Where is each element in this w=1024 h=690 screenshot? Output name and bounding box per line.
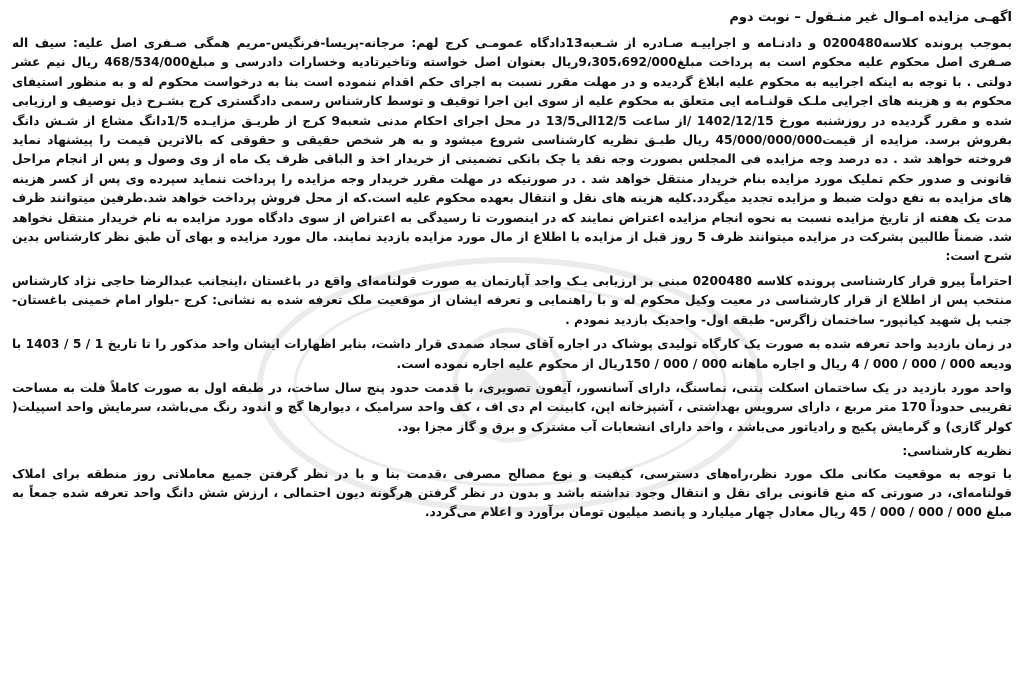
notice-paragraph-description: واحد مورد بازدید در یک ساختمان اسکلت بتنی، نماسنگ، دارای آسانسور، آیفون تصویری، با قدمت حدود پنج سال ساخت، در طبقه اول به صورت کاملاً فلت به مساحت تقریبی حدوداً 170 متر مربع ، دارای سرویس بهداشتی ، آشپزخانه اپن، کابینت ام دی اف ، کف واحد سرامیک ، دیوارها گچ و اندود رنگ می‌باشد، سرمایش واحد اسپیلت( کولر گازی) و گرمایش پکیج و رادیاتور می‌باشد ، واحد دارای انشعابات آب مشترک و برق و گاز مجزا بود. bbox=[12, 380, 1012, 434]
notice-paragraph-main: بموجب پرونده کلاسه0200480 و دادنـامه و اجراییـه صـادره از شـعبه13دادگاه عمومـی کرج لهم: مرجانه-پریسا-فرنگیس-مریم همگی صـفری اصل علیه: سیف اله صـفری اصل محکوم علیه محکوم است به پرداخت مبلغ9،305،692/000ریال بعنوان اصل خواسته وتاخیرتادیه وخسارات دادرسی و مبلغ468/534/000 ریال نیم عشر دولتی . با توجه به اینکه اجراییه به محکوم علیه ابلاغ گردیده و در مهلت مقرر نسبت به اجرای حکم اقدام ننموده است بنا به درخواست محکوم له و به منظور استیفای محکوم به و هزینه های اجرایی ملـک قولنـامه ایی متعلق به محکوم علیه از سوی این اجرا توقیف و توسط کارشناس رسمی دادگستری کرج بشـرح ذیل توصیف و ارزیابی شده و مقرر گردیده در روزشنبه مورخ 1402/12/15 /از ساعت 12/5الی13/5 در محل اجرای احکام مدنی شعبه9 کرج از طریـق مزایـده 1/5دانگ مشاع از شـش دانگ بفروش برسد. مزایده از قیمت45/000/000/000 ریال طبـق نظریه کارشناسی شروع میشود و به هر شخص حقیقی و حقوقی که بالاترین قیمت را پیشنهاد نماید فروخته خواهد شد . ده درصد وجه مزایده فی المجلس بصورت وجه نقد یا چک بانکی تضمینی از خریدار اخذ و الباقی ظرف یک ماه از وی وصول و پس از انجام مراحل قانونی و صدور حکم تملیک مورد مزایده بنام خریدار منتقل خواهد شد . در صورتیکه در مهلت مقرر خریدار وجه مزایده را پرداخت ننماید سپرده وی پس از کسر هزینه های مزایده به نفع دولت ضبط و مزایده تجدید میگردد.کلیه هزینه های نقل و انتقال بعهده محکوم علیه است.که از محل فروش پرداخت خواهد شد.طرفین میتوانند ظرف مدت یک هفته از تاریخ مزایده نسبت به نحوه انجام مزایده اعتراض نمایند که در اینصورت تا رسیدگی به اعتراض از سوی دادگاه مورد مزایده به نام خریدار منتقل نخواهد شد. ضمناً طالبین بشرکت در مزایده میتوانند ظرف 5 روز قبل از مزایده با اطلاع از مال مورد مزایده بازدید نمایند. مال مورد مزایده و بهای آن طبق نظر کارشناس بدین شرح است: bbox=[12, 36, 1013, 264]
expert-opinion-heading: نظریه کارشناسی: bbox=[902, 444, 1012, 459]
notice-title: اگهـی مزایده امـوال غیر منـقول – نوبت دوم bbox=[729, 10, 1012, 25]
expert-opinion-paragraph: با توجه به موقعیت مکانی ملک مورد نظر،راه‌های دسترسی، کیفیت و نوع مصالح مصرفی ،قدمت بنا و با در نظر گرفتن جمیع معاملاتی روز منطقه برای املاک قولنامه‌ای، در صورتی که منع قانونی برای نقل و انتقال وجود نداشته باشد و بدون در نظر گرفتن هرگونه دیون احتمالی ، ارزش شش دانگ واحد تعرفه شده جمعاً به مبلغ 000 / 000 / 000 / 45 ریال معادل چهار میلیارد و پانصد میلیون تومان برآورد و اعلام می‌گردد. bbox=[12, 466, 1012, 520]
notice-paragraph-assessment: احتراماً پیرو قرار کارشناسی پرونده کلاسه 0200480 مبنی بر ارزیابی یـک واحد آپارتمان به صورت قولنامه‌ای واقع در باغستان ،اینجانب عبدالرضا حاجی نژاد کارشناس منتخب پس از اطلاع از قرار کارشناسی در معیت وکیل محکوم له و با راهنمایی و تعرفه ایشان از موقعیت ملک تعرفه شده به نشانی: کرج -بلوار امام خمینی باغستان- جنب پل شهید کیانپور- ساختمان زاگرس- طبقه اول- واحدیک بازدید نمودم . bbox=[12, 273, 1012, 327]
notice-paragraph-visit: در زمان بازدید واحد تعرفه شده به صورت یک کارگاه تولیدی پوشاک در اجاره آقای سجاد صمدی قرار داشت، بنابر اظهارات ایشان واحد مذکور را تا تاریخ 1 / 5 / 1403 با ودیعه 000 / 000 / 000 / 4 ریال و اجاره ماهانه 000 / 000 / 150ریال از محکوم علیه اجاره نموده است. bbox=[12, 337, 1013, 371]
